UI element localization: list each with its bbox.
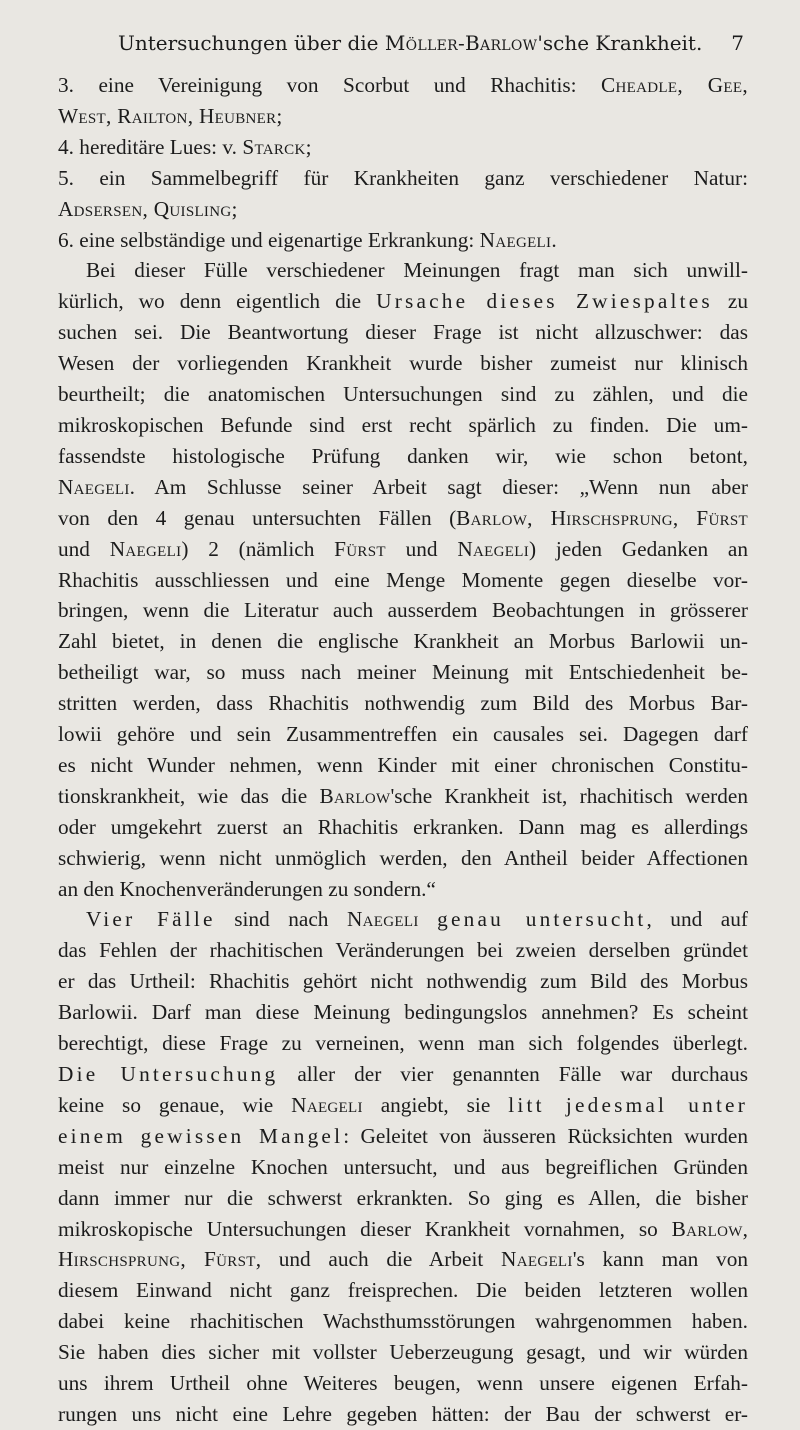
- text-segment: es nicht Wunder nehmen, wenn Kinder mit einer chronischen Constitu-: [58, 752, 748, 777]
- text-segment: 's kann man von: [572, 1247, 748, 1272]
- text-line: [58, 626, 748, 657]
- text-line: [58, 194, 748, 225]
- author-name: Cheadle, Gee,: [601, 73, 748, 97]
- text-line: [58, 1152, 748, 1183]
- text-line: [58, 286, 748, 317]
- text-line: [58, 503, 748, 534]
- text-line: [58, 1244, 748, 1275]
- text-segment: dabei keine rhachitischen Wachsthumsstörungen wahrgenommen haben.: [58, 1309, 748, 1334]
- body-text: [58, 70, 748, 1430]
- text-line: [58, 317, 748, 348]
- emphasized-text: einem gewissen Mangel: [58, 1123, 344, 1148]
- emphasized-text: Vier Fälle: [86, 907, 216, 932]
- text-line: [58, 225, 748, 256]
- text-line: [58, 966, 748, 997]
- author-name: Naegeli: [479, 227, 552, 252]
- text-segment: schwierig, wenn nicht unmöglich werden, den Antheil beider Affectionen: [58, 845, 748, 870]
- text-segment: mikroskopischen Befunde sind erst recht spärlich zu finden. Die um-: [58, 412, 748, 437]
- text-line: [58, 410, 748, 441]
- text-line: [58, 812, 748, 843]
- text-line: [58, 472, 748, 503]
- text-line: [58, 101, 748, 132]
- text-segment: ,: [742, 1216, 748, 1241]
- text-line: [58, 657, 748, 688]
- author-name: Naegeli: [109, 536, 182, 561]
- text-segment: er das Urtheil: Rhachitis gehört nicht nothwendig zum Bild des Morbus: [58, 969, 748, 994]
- text-segment: ) jeden Gedanken an: [529, 536, 748, 561]
- author-name: Barlow: [319, 783, 391, 808]
- text-segment: : Geleitet von äusseren Rücksichten wurden: [343, 1123, 748, 1148]
- author-name: Naegeli: [291, 1092, 363, 1117]
- text-segment: stritten werden, dass Rhachitis nothwendig zum Bild des Morbus Bar-: [58, 691, 748, 716]
- text-segment: rungen uns nicht eine Lehre gegeben hätten: der Bau der schwerst er-: [58, 1401, 748, 1426]
- text-line: [58, 997, 748, 1028]
- running-title-prefix: Untersuchungen über die: [118, 31, 385, 55]
- text-line: [58, 1368, 748, 1399]
- text-segment: Sie haben dies sicher mit vollster Ueberzeugung gesagt, und wir würden: [58, 1340, 748, 1365]
- text-segment: zu: [712, 289, 748, 314]
- emphasized-text: Ursache dieses Zwiespaltes: [376, 289, 713, 314]
- text-line: [58, 1399, 748, 1430]
- text-line: [58, 255, 748, 286]
- text-line: [58, 163, 748, 194]
- emphasized-text: litt jedesmal unter: [508, 1092, 748, 1117]
- text-line: [58, 348, 748, 379]
- text-segment: und: [385, 536, 458, 561]
- text-segment: keine so genaue, wie: [58, 1092, 292, 1117]
- text-line: [58, 1059, 748, 1090]
- text-segment: 6. eine selbständige und eigenartige Erkrankung:: [58, 227, 480, 252]
- text-segment: ;: [276, 103, 283, 128]
- author-name: Barlow: [671, 1216, 743, 1241]
- text-segment: aller der vier genannten Fälle war durchaus: [278, 1062, 748, 1086]
- text-segment: suchen sei. Die Beantwortung dieser Frage ist nicht allzuschwer: das: [58, 320, 748, 345]
- text-segment: uns ihrem Urtheil ohne Weiteres beugen, wenn unsere eigenen Erfah-: [58, 1371, 748, 1396]
- text-segment: kürlich, wo denn eigentlich die: [58, 289, 377, 314]
- text-segment: lowii gehöre und sein Zusammentreffen ein causales sei. Dagegen darf: [58, 722, 748, 747]
- author-name: Naegeli: [346, 907, 419, 932]
- author-name: Naegeli: [58, 474, 130, 499]
- text-segment: Barlowii. Darf man diese Meinung bedingungslos annehmen? Es scheint: [58, 1000, 748, 1025]
- author-name: Naegeli: [501, 1247, 573, 1272]
- text-segment: diesem Einwand nicht ganz freisprechen. Die beiden letzteren wollen: [58, 1278, 748, 1303]
- text-segment: Zahl bietet, in denen die englische Krankheit an Morbus Barlowii un-: [58, 629, 748, 654]
- text-segment: und: [58, 536, 110, 561]
- text-line: [58, 843, 748, 874]
- text-segment: Rhachitis ausschliessen und eine Menge Momente gegen dieselbe vor-: [58, 567, 748, 592]
- text-line: [58, 874, 748, 905]
- text-line: [58, 935, 748, 966]
- text-line: [58, 441, 748, 472]
- page-number: 7: [731, 31, 744, 55]
- text-segment: das Fehlen der rhachitischen Veränderungen bei zweien derselben gründet: [58, 938, 748, 963]
- text-line: [58, 1275, 748, 1306]
- text-segment: , und auch die Arbeit: [255, 1247, 502, 1272]
- text-line: [58, 1121, 748, 1152]
- text-line: [58, 719, 748, 750]
- text-line: [58, 1306, 748, 1337]
- text-segment: , und auf: [646, 907, 748, 932]
- author-name: Barlow, Hirschsprung, Fürst: [456, 505, 748, 530]
- text-segment: tionskrankheit, wie das die: [58, 783, 320, 808]
- text-line: [58, 1028, 748, 1059]
- text-segment: 'sche Krankheit ist, rhachitisch werden: [390, 783, 748, 808]
- running-title-name: Möller-Barlow: [384, 31, 538, 55]
- text-segment: ) 2 (nämlich: [181, 536, 335, 561]
- text-segment: 4. hereditäre Lues: v.: [58, 134, 243, 159]
- text-segment: dann immer nur die schwerst erkrankten. So ging es Allen, die bisher: [58, 1185, 748, 1210]
- text-line: [58, 70, 748, 101]
- running-title: [118, 22, 702, 64]
- text-segment: [419, 907, 438, 931]
- author-name: Hirschsprung, Fürst: [58, 1247, 256, 1272]
- text-line: [58, 595, 748, 626]
- text-segment: 5. ein Sammelbegriff für Krankheiten ganz verschiedener Natur:: [58, 165, 748, 190]
- text-line: [58, 750, 748, 781]
- text-segment: beurtheilt; die anatomischen Untersuchungen sind zu zählen, und die: [58, 382, 748, 407]
- text-line: [58, 1090, 748, 1121]
- text-line: [58, 688, 748, 719]
- text-segment: bringen, wenn die Literatur auch ausserdem Beobachtungen in grösserer: [58, 598, 748, 623]
- author-name: Fürst: [334, 536, 386, 561]
- text-segment: an den Knochenveränderungen zu sondern.“: [58, 876, 436, 901]
- text-segment: 3. eine Vereinigung von Scorbut und Rhachitis:: [58, 73, 602, 97]
- running-title-suffix: 'sche Krankheit.: [537, 31, 703, 55]
- text-segment: Bei dieser Fülle verschiedener Meinungen fragt man sich unwill-: [86, 258, 748, 283]
- text-segment: ;: [305, 134, 312, 159]
- author-name: West, Railton, Heubner: [58, 103, 277, 128]
- text-segment: oder umgekehrt zuerst an Rhachitis erkranken. Dann mag es allerdings: [58, 814, 748, 839]
- text-segment: sind nach: [215, 907, 347, 932]
- author-name: Adsersen, Quisling: [58, 196, 232, 221]
- text-segment: betheiligt war, so muss nach meiner Meinung mit Entschiedenheit be-: [58, 660, 748, 685]
- text-segment: fassendste histologische Prüfung danken wir, wie schon betont,: [58, 443, 748, 468]
- text-line: [58, 565, 748, 596]
- text-segment: ;: [231, 196, 238, 221]
- text-segment: mikroskopische Untersuchungen dieser Krankheit vornahmen, so: [58, 1216, 672, 1241]
- text-line: [58, 534, 748, 565]
- text-segment: . Am Schlusse seiner Arbeit sagt dieser: „Wenn nun aber: [129, 474, 748, 499]
- running-head: [58, 22, 748, 64]
- text-segment: von den 4 genau untersuchten Fällen (: [58, 505, 457, 530]
- author-name: Starck: [242, 134, 306, 159]
- text-line: [58, 379, 748, 410]
- text-line: [58, 1337, 748, 1368]
- text-segment: .: [551, 227, 557, 252]
- text-line: [58, 1183, 748, 1214]
- text-segment: Wesen der vorliegenden Krankheit wurde bisher zumeist nur klinisch: [58, 351, 748, 376]
- text-line: [58, 904, 748, 935]
- text-line: [58, 132, 748, 163]
- text-segment: meist nur einzelne Knochen untersucht, und aus begreiflichen Gründen: [58, 1154, 748, 1179]
- author-name: Naegeli: [457, 536, 529, 561]
- emphasized-text: genau untersucht: [437, 907, 647, 932]
- text-segment: angiebt, sie: [362, 1092, 509, 1117]
- emphasized-text: Die Untersuchung: [58, 1062, 279, 1086]
- text-line: [58, 1214, 748, 1245]
- text-segment: berechtigt, diese Frage zu verneinen, wenn man sich folgendes überlegt.: [58, 1031, 748, 1056]
- text-line: [58, 781, 748, 812]
